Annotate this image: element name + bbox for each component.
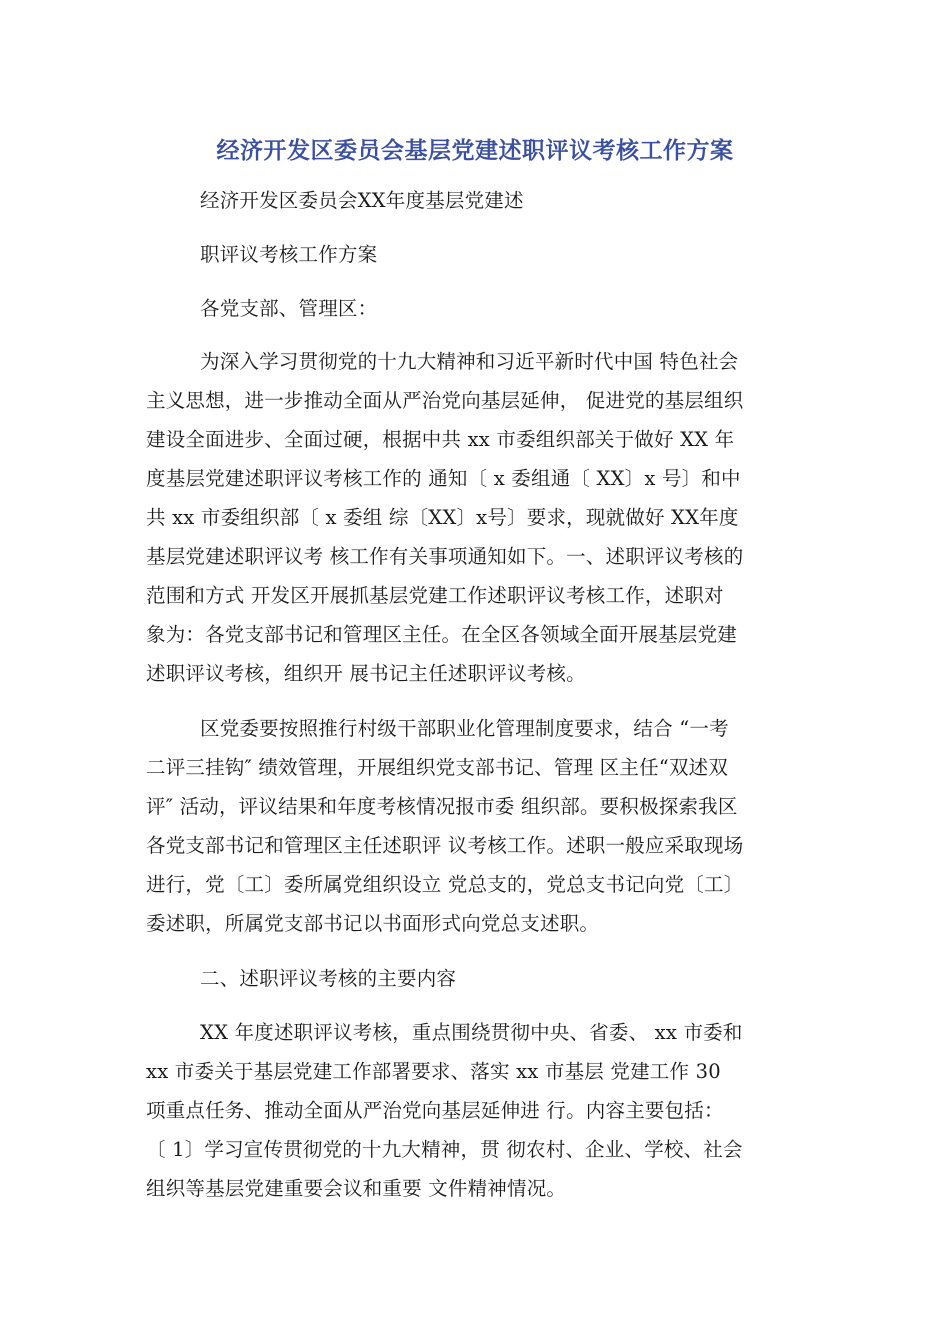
subtitle-line: 职评议考核工作方案 bbox=[200, 243, 378, 266]
paragraph-line: 委述职，所属党支部书记以书面形式向党总支述职。 bbox=[146, 912, 600, 935]
paragraph-line: XX 年度述职评议考核，重点围绕贯彻中央、省委、 xx 市委和 bbox=[200, 1021, 743, 1044]
paragraph-line: 建设全面进步、全面过硬，根据中共 xx 市委组织部关于做好 XX 年 bbox=[146, 428, 735, 451]
paragraph-line: xx 市委关于基层党建工作部署要求、落实 xx 市基层 党建工作 30 bbox=[146, 1060, 721, 1083]
paragraph-line: 为深入学习贯彻党的十九大精神和习近平新时代中国 特色社会 bbox=[200, 350, 739, 373]
paragraph-line: 评″ 活动，评议结果和年度考核情况报市委 组织部。要积极探索我区 bbox=[146, 795, 738, 818]
paragraph-line: 〔 1〕学习宣传贯彻党的十九大精神，贯 彻农村、企业、学校、社会 bbox=[146, 1138, 743, 1161]
paragraph-line: 度基层党建述职评议考核工作的 通知〔 x 委组通〔 XX〕x 号〕和中 bbox=[146, 467, 741, 490]
paragraph-line: 述职评议考核，组织开 展书记主任述职评议考核。 bbox=[146, 662, 586, 685]
paragraph-line: 项重点任务、推动全面从严治党向基层延伸进 行。内容主要包括： bbox=[146, 1099, 724, 1122]
paragraph-line: 共 xx 市委组织部〔 x 委组 综〔XX〕x号〕要求，现就做好 XX年度 bbox=[146, 506, 739, 529]
document-title: 经济开发区委员会基层党建述职评议考核工作方案 bbox=[216, 138, 734, 164]
paragraph-line: 组织等基层党建重要会议和重要 文件精神情况。 bbox=[146, 1177, 567, 1200]
paragraph-line: 区党委要按照推行村级干部职业化管理制度要求，结合 “一考 bbox=[200, 717, 729, 740]
paragraph-line: 二评三挂钩″ 绩效管理，开展组织党支部书记、管理 区主任“双述双 bbox=[146, 756, 729, 779]
section-heading: 二、述职评议考核的主要内容 bbox=[200, 967, 457, 990]
subtitle-line: 经济开发区委员会XX年度基层党建述 bbox=[200, 189, 524, 212]
salutation: 各党支部、管理区： bbox=[200, 297, 378, 320]
paragraph-line: 主义思想，进一步推动全面从严治党向基层延伸， 促进党的基层组织 bbox=[146, 389, 744, 412]
paragraph-line: 进行，党〔工〕委所属党组织设立 党总支的，党总支书记向党〔工〕 bbox=[146, 873, 744, 896]
paragraph-line: 范围和方式 开发区开展抓基层党建工作述职评议考核工作，述职对 bbox=[146, 584, 724, 607]
paragraph-line: 基层党建述职评议考 核工作有关事项通知如下。一、述职评议考核的 bbox=[146, 545, 744, 568]
paragraph-line: 各党支部书记和管理区主任述职评 议考核工作。述职一般应采取现场 bbox=[146, 834, 744, 857]
paragraph-line: 象为：各党支部书记和管理区主任。在全区各领域全面开展基层党建 bbox=[146, 623, 738, 646]
